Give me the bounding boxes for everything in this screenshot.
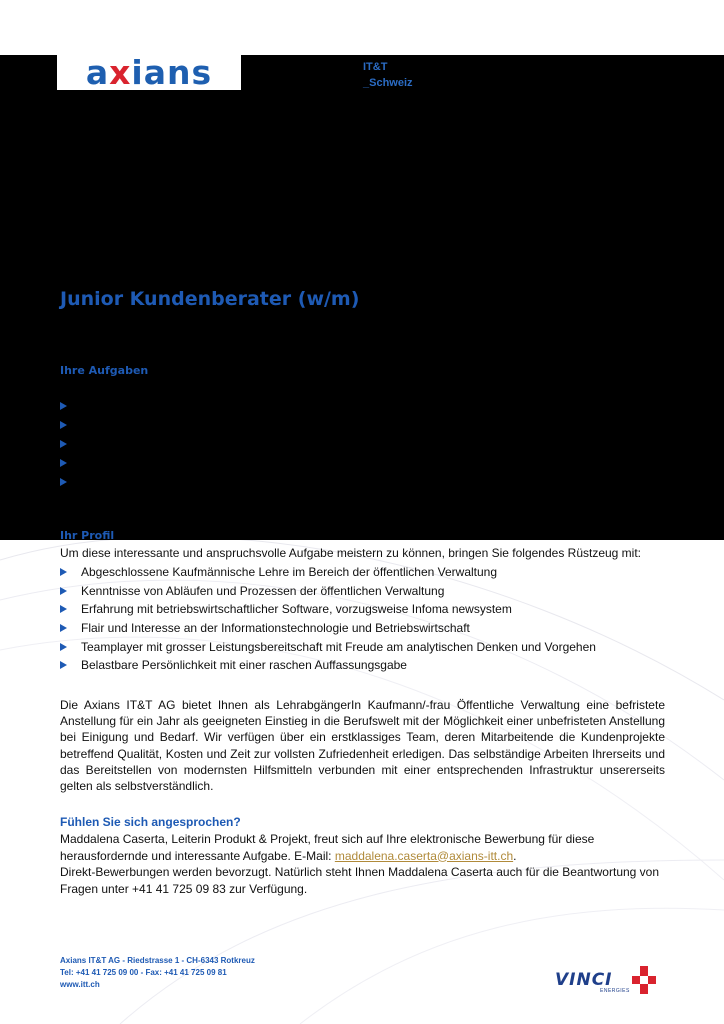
list-item xyxy=(60,472,67,491)
list-item xyxy=(60,637,596,656)
vinci-mark-icon xyxy=(629,966,661,996)
bullet-triangle-icon xyxy=(60,568,67,576)
logo-text-x: x xyxy=(109,53,132,92)
contact-text-end: . xyxy=(513,848,517,863)
company-line1: IT&T xyxy=(363,61,388,73)
profile-item-text: Flair und Interesse an der Informationstechnologie und Betriebswirtschaft xyxy=(81,621,470,636)
list-item xyxy=(60,582,596,601)
bullet-triangle-icon xyxy=(60,421,67,429)
bullet-triangle-icon xyxy=(60,624,67,632)
bullet-triangle-icon xyxy=(60,643,67,651)
footer-address-block xyxy=(60,955,255,991)
profile-item-text: Teamplayer mit grosser Leistungsbereitschaft mit Freude am analytischen Denken und Vorgehen xyxy=(81,639,596,654)
contact-heading: Fühlen Sie sich angesprochen? xyxy=(60,815,241,829)
list-item xyxy=(60,656,596,675)
bullet-triangle-icon xyxy=(60,661,67,669)
footer-phone: Tel: +41 41 725 09 00 - Fax: +41 41 725 09 81 xyxy=(60,968,227,977)
contact-body xyxy=(60,831,680,897)
list-item xyxy=(60,600,596,619)
profile-intro: Um diese interessante und anspruchsvolle Aufgabe meistern zu können, bringen Sie folgendes Rüstzeug mit: xyxy=(60,546,642,560)
tasks-heading: Ihre Aufgaben xyxy=(60,364,149,377)
profile-item-text: Kenntnisse von Abläufen und Prozessen der öffentlichen Verwaltung xyxy=(81,583,445,598)
list-item xyxy=(60,619,596,638)
company-line2: Schweiz xyxy=(369,77,413,89)
profile-item-text: Belastbare Persönlichkeit mit einer raschen Auffassungsgabe xyxy=(81,658,407,673)
company-underscore: _ xyxy=(363,77,370,89)
email-link[interactable]: maddalena.caserta@axians-itt.ch xyxy=(334,848,514,863)
list-item xyxy=(60,563,596,582)
list-item xyxy=(60,415,67,434)
bullet-triangle-icon xyxy=(60,459,67,467)
vinci-sub: ENERGIES xyxy=(600,988,630,994)
footer-address: Axians IT&T AG - Riedstrasse 1 - CH-6343 Rotkreuz xyxy=(60,956,255,965)
axians-logo xyxy=(57,55,241,90)
profile-heading: Ihr Profil xyxy=(60,529,115,542)
list-item xyxy=(60,453,67,472)
footer-web: www.itt.ch xyxy=(60,980,100,989)
contact-text-2: Direkt-Bewerbungen werden bevorzugt. Natürlich steht Ihnen Maddalena Caserta auch für die Beantwortung von Fragen unter +41 41 725 09 83 zur Verfügung. xyxy=(60,865,660,896)
company-tag xyxy=(363,59,413,91)
profile-item-text: Erfahrung mit betriebswirtschaftlicher Software, vorzugsweise Infoma newsystem xyxy=(81,602,512,617)
task-list xyxy=(60,396,67,491)
bullet-triangle-icon xyxy=(60,402,67,410)
logo-text-a: a xyxy=(85,53,110,92)
list-item xyxy=(60,396,67,415)
profile-list xyxy=(60,563,596,675)
job-title: Junior Kundenberater (w/m) xyxy=(60,288,360,310)
vinci-energies-logo xyxy=(555,966,665,998)
offer-paragraph: Die Axians IT&T AG bietet Ihnen als LehrabgängerIn Kaufmann/-frau Öffentliche Verwaltung eine befristete Anstellung für ein Jahr als geeigneten Einstieg in die Berufswelt mit der Möglichkeit einer unbefristeten Anstellung bei Einigung und Bedarf. Wir verfügen über ein erstklassiges Team, deren Mitarbeitende die Kundenprojekte betreffend Qualität, Kosten und Zeit zur vollsten Zufriedenheit erledigen. Das selbständige Arbeiten Ihrerseits und das Bereitstellen von modernsten Hilfsmitteln verbunden mit einer entsprechenden Infrastruktur unsererseits gelten als selbstverständlich. xyxy=(60,698,665,794)
bullet-triangle-icon xyxy=(60,587,67,595)
list-item xyxy=(60,434,67,453)
contact-text: Maddalena Caserta, Leiterin Produkt & Projekt, freut sich auf Ihre elektronische Bewerbung für diese herausfordernde und interessante Aufgabe. E-Mail: xyxy=(60,832,595,863)
vinci-word: VINCI xyxy=(555,970,613,990)
bullet-triangle-icon xyxy=(60,440,67,448)
profile-item-text: Abgeschlossene Kaufmännische Lehre im Bereich der öffentlichen Verwaltung xyxy=(81,565,498,580)
bullet-triangle-icon xyxy=(60,605,67,613)
logo-text-rest: ians xyxy=(131,53,213,92)
bullet-triangle-icon xyxy=(60,478,67,486)
